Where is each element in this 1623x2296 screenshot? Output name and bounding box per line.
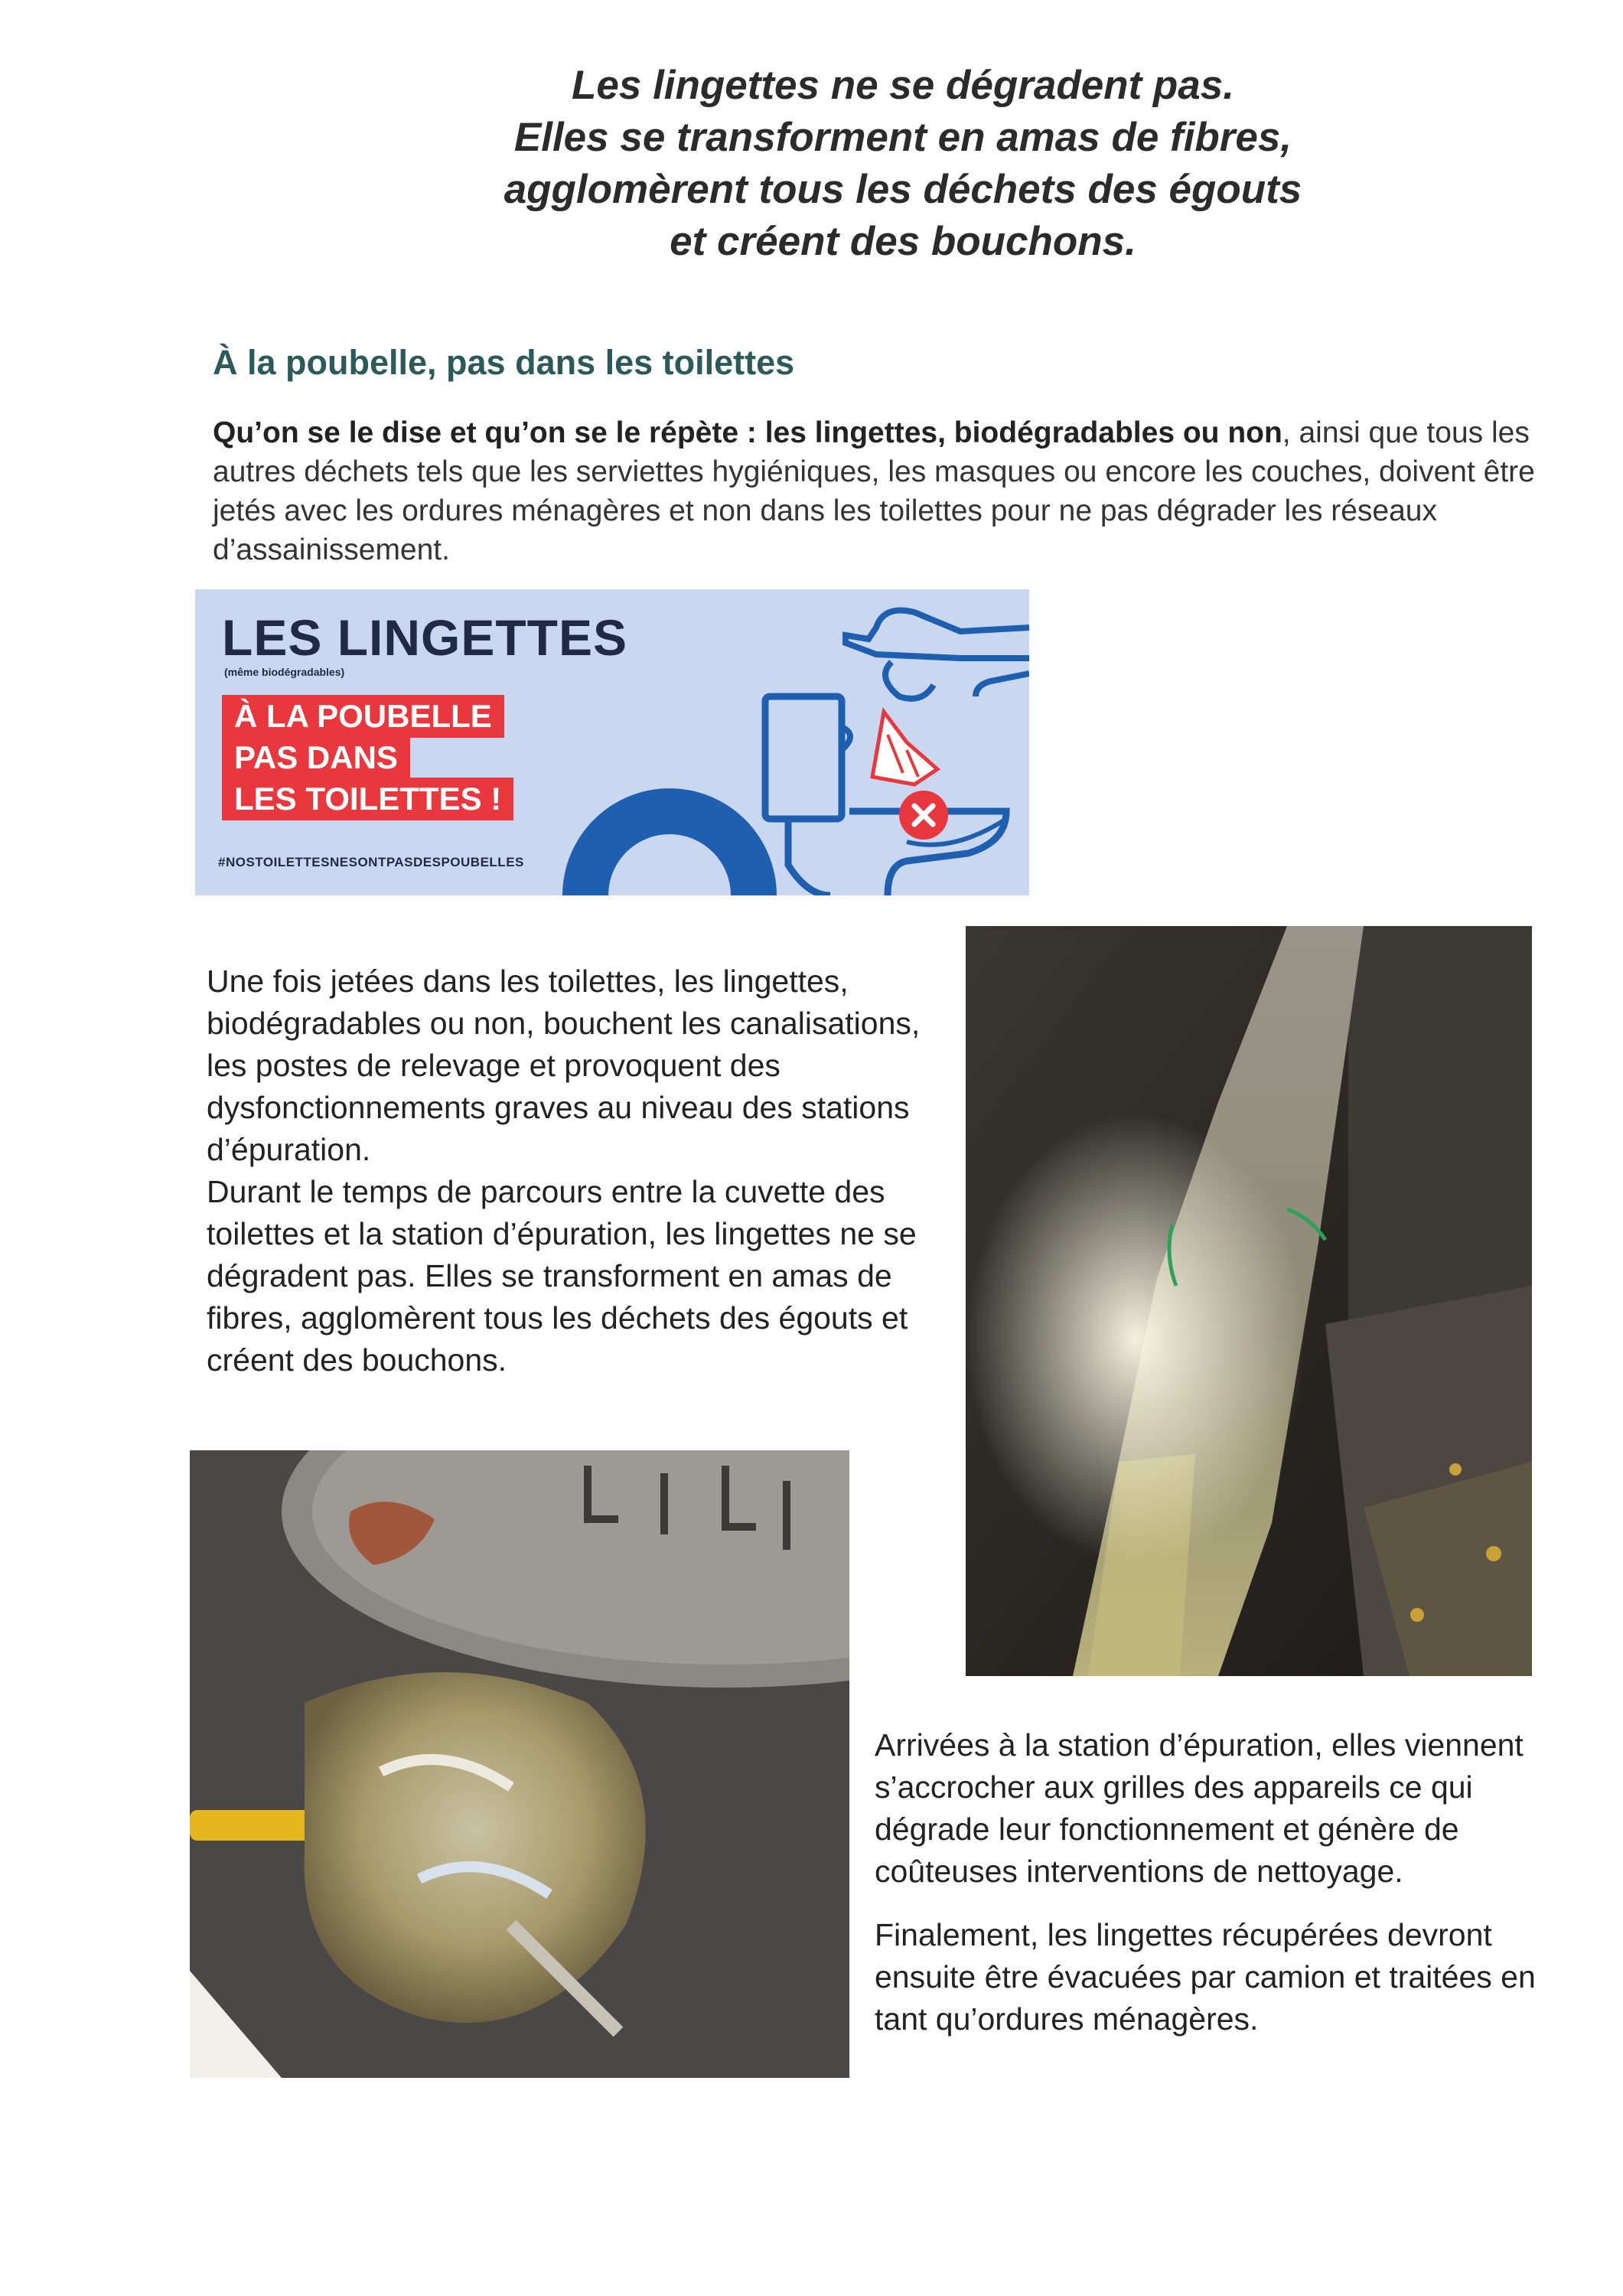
title-line: Elles se transforment en amas de fibres, [513, 115, 1292, 160]
page-title [429, 60, 1377, 268]
banner-subtitle: (même biodégradables) [224, 666, 345, 678]
banner-hashtag: #NOSTOILETTESNESONTPASDESPOUBELLES [218, 855, 524, 869]
intro-paragraph [213, 413, 1590, 569]
body-paragraph-2 [875, 1724, 1579, 2062]
paragraph-text: Finalement, les lingettes récupérées devront ensuite être évacuées par camion et traitées en tant qu’ordures ménagères. [875, 1917, 1536, 2037]
sewer-clog-photo [966, 926, 1532, 1676]
banner-red-line: PAS DANS [222, 736, 410, 779]
paragraph-text: Durant le temps de parcours entre la cuvette des toilettes et la station d’épuration, les lingettes ne se dégradent pas. Elles se transforment en amas de fibres, agglomèrent tous les déchets des égouts et créent des bouchons. [207, 1174, 917, 1378]
title-line: agglomèrent tous les déchets des égouts [504, 167, 1302, 212]
body-paragraph-1 [207, 960, 941, 1381]
paragraph-text: Arrivées à la station d’épuration, elles viennent s’accrocher aux grilles des appareils ce qui dégrade leur fonctionnement et génère de coûteuses interventions de nettoyage. [875, 1727, 1524, 1889]
blue-arc-shape [562, 788, 777, 895]
title-line: et créent des bouchons. [670, 219, 1136, 264]
intro-bold: Qu’on se le dise et qu’on se le répète : les lingettes, biodégradables ou non [213, 416, 1282, 449]
wipe-icon [872, 712, 937, 784]
toilet-tank [765, 696, 842, 819]
banner-title: LES LINGETTES [222, 609, 628, 666]
lingettes-banner [195, 589, 1029, 895]
section-heading: À la poubelle, pas dans les toilettes [213, 343, 795, 382]
hand-icon [846, 611, 1029, 659]
intro-rest: , ainsi que tous les autres déchets tels que les serviettes hygiéniques, les masques ou encore les couches, doivent être jetés avec les ordures ménagères et non dans les toilettes pour ne pas dégrader les réseaux d’assainissement. [213, 416, 1535, 566]
banner-red-line: À LA POUBELLE [222, 695, 504, 738]
banner-red-line: LES TOILETTES ! [222, 778, 513, 820]
wipes-ball-photo [190, 1450, 849, 2078]
title-line: Les lingettes ne se dégradent pas. [572, 63, 1234, 108]
paragraph-text: Une fois jetées dans les toilettes, les lingettes, biodégradables ou non, bouchent les canalisations, les postes de relevage et provoquent des dysfonctionnements graves au niveau des stations d’épuration. [207, 964, 921, 1167]
